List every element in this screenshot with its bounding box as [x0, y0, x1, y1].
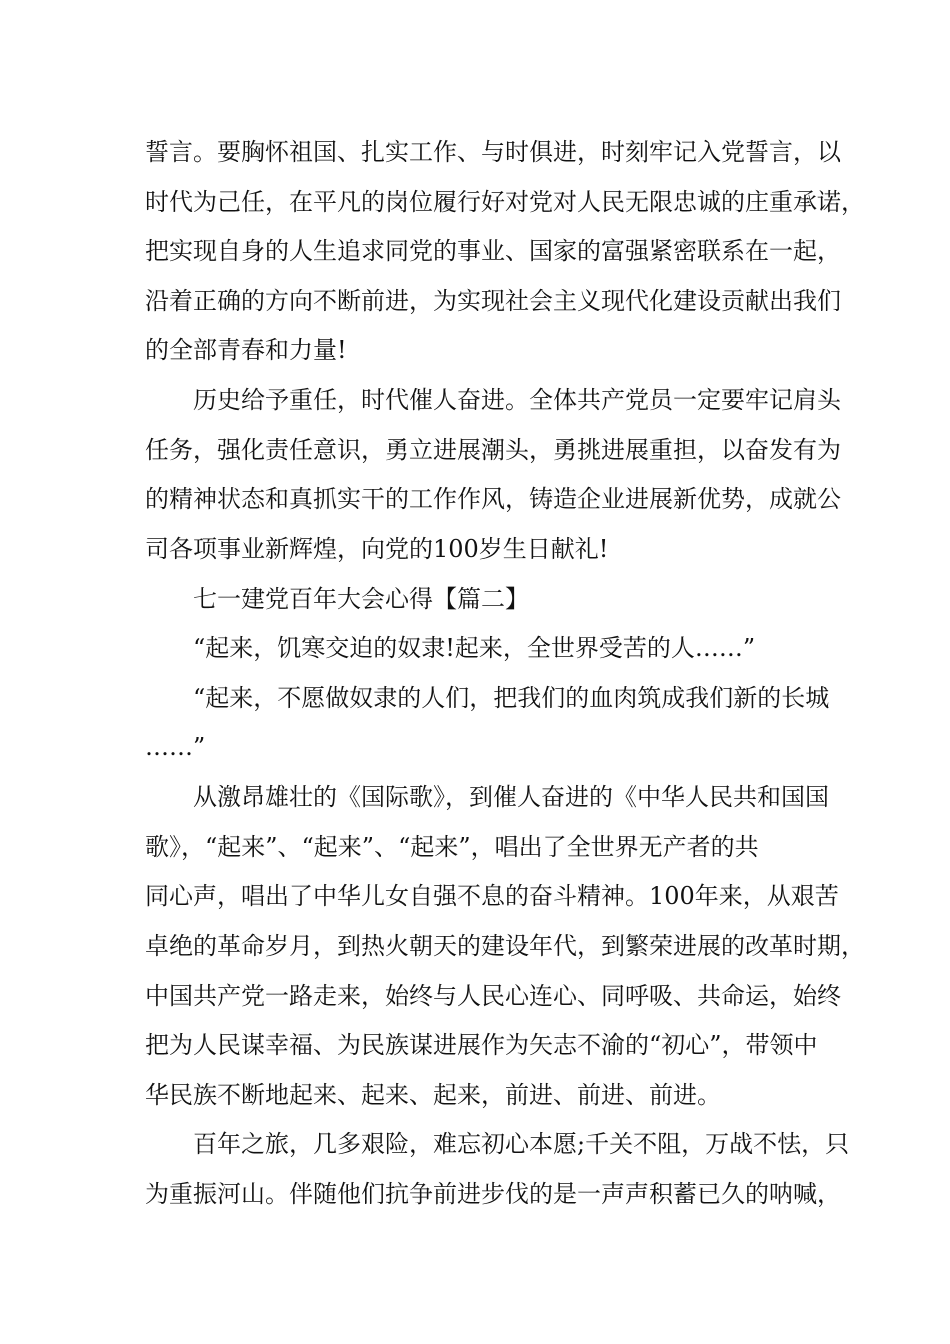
- quote-line: “起来，饥寒交迫的奴隶!起来，全世界受苦的人……”: [193, 634, 756, 662]
- paragraph-start-line: 百年之旅，几多艰险，难忘初心本愿;千关不阻，万战不怯，只: [193, 1130, 850, 1158]
- text-line: 为重振河山。伴随他们抗争前进步伐的是一声声积蓄已久的呐喊，: [145, 1180, 841, 1208]
- paragraph-start-line: 从激昂雄壮的《国际歌》，到催人奋进的《中华人民共和国国: [193, 783, 829, 811]
- text-line: 中国共产党一路走来，始终与人民心连心、同呼吸、共命运，始终: [145, 982, 841, 1010]
- text-line: 同心声，唱出了中华儿女自强不息的奋斗精神。100年来，从艰苦: [145, 882, 839, 910]
- text-line: 卓绝的革命岁月，到热火朝天的建设年代，到繁荣进展的改革时期，: [145, 932, 865, 960]
- text-line: 的全部青春和力量!: [145, 336, 347, 364]
- paragraph-start-line: 历史给予重任，时代催人奋进。全体共产党员一定要牢记肩头: [193, 386, 841, 414]
- text-line: 誓言。要胸怀祖国、扎实工作、与时俱进，时刻牢记入党誓言，以: [145, 138, 841, 166]
- quote-line: “起来，不愿做奴隶的人们，把我们的血肉筑成我们新的长城: [193, 684, 830, 712]
- text-line: 把实现自身的人生追求同党的事业、国家的富强紧密联系在一起，: [145, 237, 841, 265]
- text-line: 歌》，“起来”、“起来”、“起来”，唱出了全世界无产者的共: [145, 833, 759, 861]
- quote-line: ……”: [145, 733, 206, 761]
- text-line: 的精神状态和真抓实干的工作作风，铸造企业进展新优势，成就公: [145, 485, 841, 513]
- text-line: 时代为己任，在平凡的岗位履行好对党对人民无限忠诚的庄重承诺，: [145, 188, 865, 216]
- text-line: 华民族不断地起来、起来、起来，前进、前进、前进。: [145, 1081, 721, 1109]
- text-line: 把为人民谋幸福、为民族谋进展作为矢志不渝的“初心”，带领中: [145, 1031, 818, 1059]
- text-line: 任务，强化责任意识，勇立进展潮头，勇挑进展重担，以奋发有为: [145, 436, 841, 464]
- text-line: 沿着正确的方向不断前进，为实现社会主义现代化建设贡献出我们: [145, 287, 841, 315]
- section-heading: 七一建党百年大会心得【篇二】: [193, 585, 529, 613]
- text-line: 司各项事业新辉煌，向党的100岁生日献礼!: [145, 535, 609, 563]
